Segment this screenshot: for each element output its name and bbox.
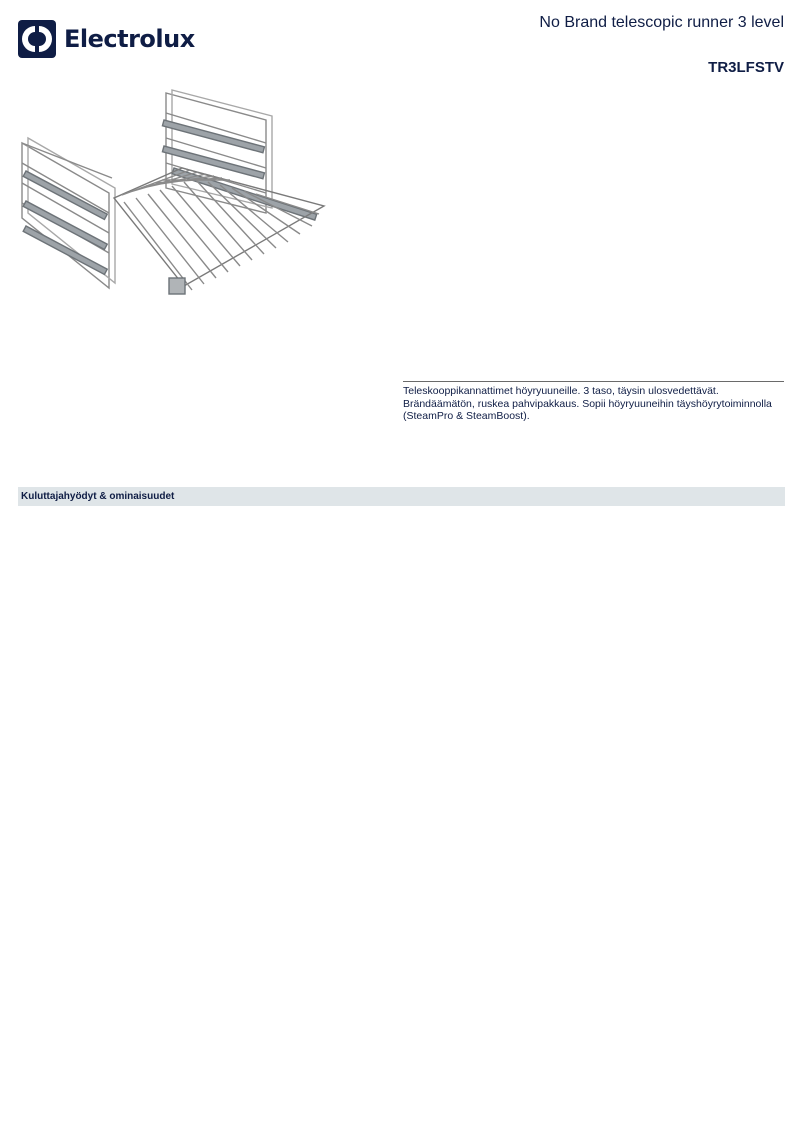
telescopic-runner-illustration — [14, 88, 330, 310]
product-name: No Brand telescopic runner 3 level — [539, 14, 784, 31]
description-divider — [403, 381, 784, 382]
product-code: TR3LFSTV — [708, 59, 784, 76]
brand-name: Electrolux — [64, 25, 195, 53]
product-description: Teleskooppikannattimet höyryuuneille. 3 taso, täysin ulosvedettävät. Brändäämätön, ruskea pahvipakkaus. Sopii höyryuuneihin täyshöyrytoiminnolla (SteamPro & SteamBoost). — [403, 385, 772, 422]
electrolux-logo-icon — [18, 20, 56, 58]
section-title: Kuluttajahyödyt & ominaisuudet — [21, 491, 175, 502]
section-header — [18, 487, 785, 506]
brand-logo — [18, 20, 195, 58]
